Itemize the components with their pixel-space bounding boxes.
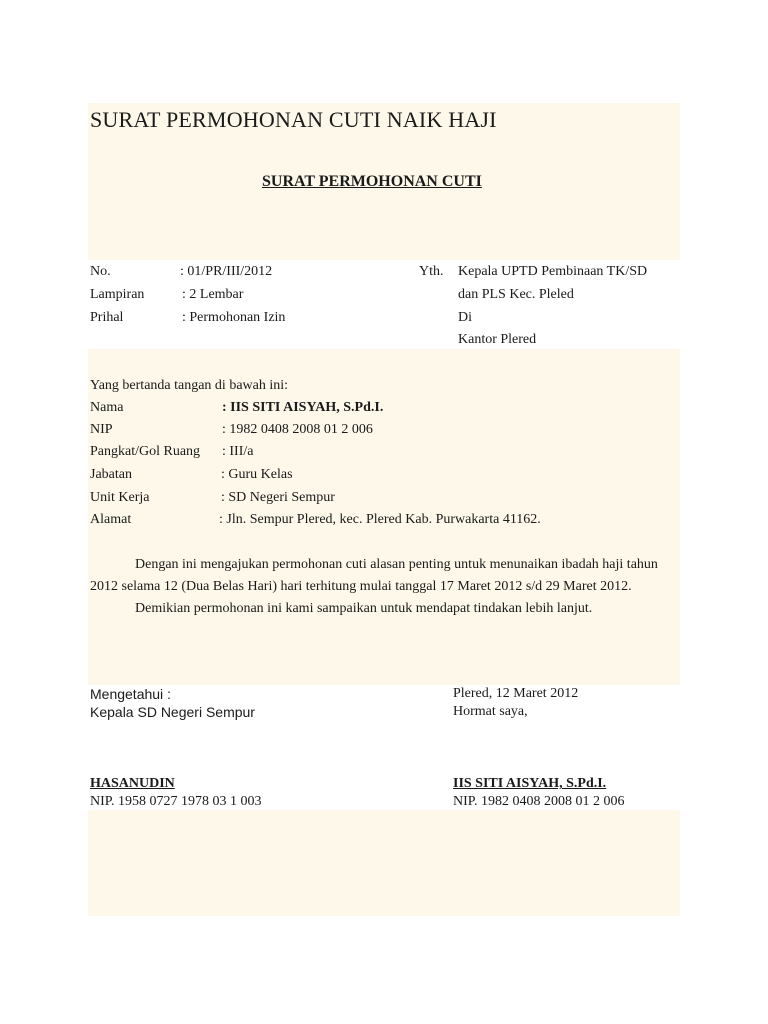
body-line: Demikian permohonan ini kami sampaikan untuk mendapat tindakan lebih lanjut. xyxy=(135,601,593,616)
unit-kerja-value: : SD Negeri Sempur xyxy=(221,490,335,505)
pangkat-value: : III/a xyxy=(222,444,254,459)
prihal-value: : Permohonan Izin xyxy=(182,310,286,325)
body-line: 2012 selama 12 (Dua Belas Hari) hari terhitung mulai tanggal 17 Maret 2012 s/d 29 Maret 2012. xyxy=(90,579,632,594)
nama-value: : IIS SITI AISYAH, S.Pd.I. xyxy=(222,400,384,415)
unit-kerja-label: Unit Kerja xyxy=(90,490,150,505)
nip-value: : 1982 0408 2008 01 2 006 xyxy=(222,422,373,437)
place-date: Plered, 12 Maret 2012 xyxy=(453,686,579,701)
lampiran-label: Lampiran xyxy=(90,287,145,302)
alamat-label: Alamat xyxy=(90,512,132,527)
right-signer-name: IIS SITI AISYAH, S.Pd.I. xyxy=(453,776,607,791)
left-signer-nip: NIP. 1958 0727 1978 03 1 003 xyxy=(90,794,262,809)
left-signer-name: HASANUDIN xyxy=(90,776,175,791)
identity-intro: Yang bertanda tangan di bawah ini: xyxy=(90,378,289,393)
nama-label: Nama xyxy=(90,400,124,415)
no-label: No. xyxy=(90,264,111,279)
alamat-value: : Jln. Sempur Plered, kec. Plered Kab. Purwakarta 41162. xyxy=(219,512,541,527)
left-signer-position: Kepala SD Negeri Sempur xyxy=(90,704,255,720)
nip-label: NIP xyxy=(90,422,113,437)
recipient-line: Kantor Plered xyxy=(458,332,537,347)
letter-title: SURAT PERMOHONAN CUTI xyxy=(262,173,482,190)
yth-label: Yth. xyxy=(419,264,444,279)
right-signer-nip: NIP. 1982 0408 2008 01 2 006 xyxy=(453,794,625,809)
footer-band xyxy=(88,810,680,916)
document-title: SURAT PERMOHONAN CUTI NAIK HAJI xyxy=(90,107,497,132)
jabatan-value: : Guru Kelas xyxy=(221,467,293,482)
prihal-label: Prihal xyxy=(90,310,124,325)
mengetahui-label: Mengetahui : xyxy=(90,686,171,702)
recipient-line: dan PLS Kec. Pleled xyxy=(458,287,574,302)
jabatan-label: Jabatan xyxy=(90,467,132,482)
recipient-line: Kepala UPTD Pembinaan TK/SD xyxy=(458,264,648,279)
pangkat-label: Pangkat/Gol Ruang xyxy=(90,444,201,459)
lampiran-value: : 2 Lembar xyxy=(182,287,244,302)
recipient-line: Di xyxy=(458,310,472,325)
closing-greeting: Hormat saya, xyxy=(453,704,528,719)
body-line: Dengan ini mengajukan permohonan cuti alasan penting untuk menunaikan ibadah haji tahun xyxy=(135,557,658,572)
no-value: : 01/PR/III/2012 xyxy=(180,264,273,279)
